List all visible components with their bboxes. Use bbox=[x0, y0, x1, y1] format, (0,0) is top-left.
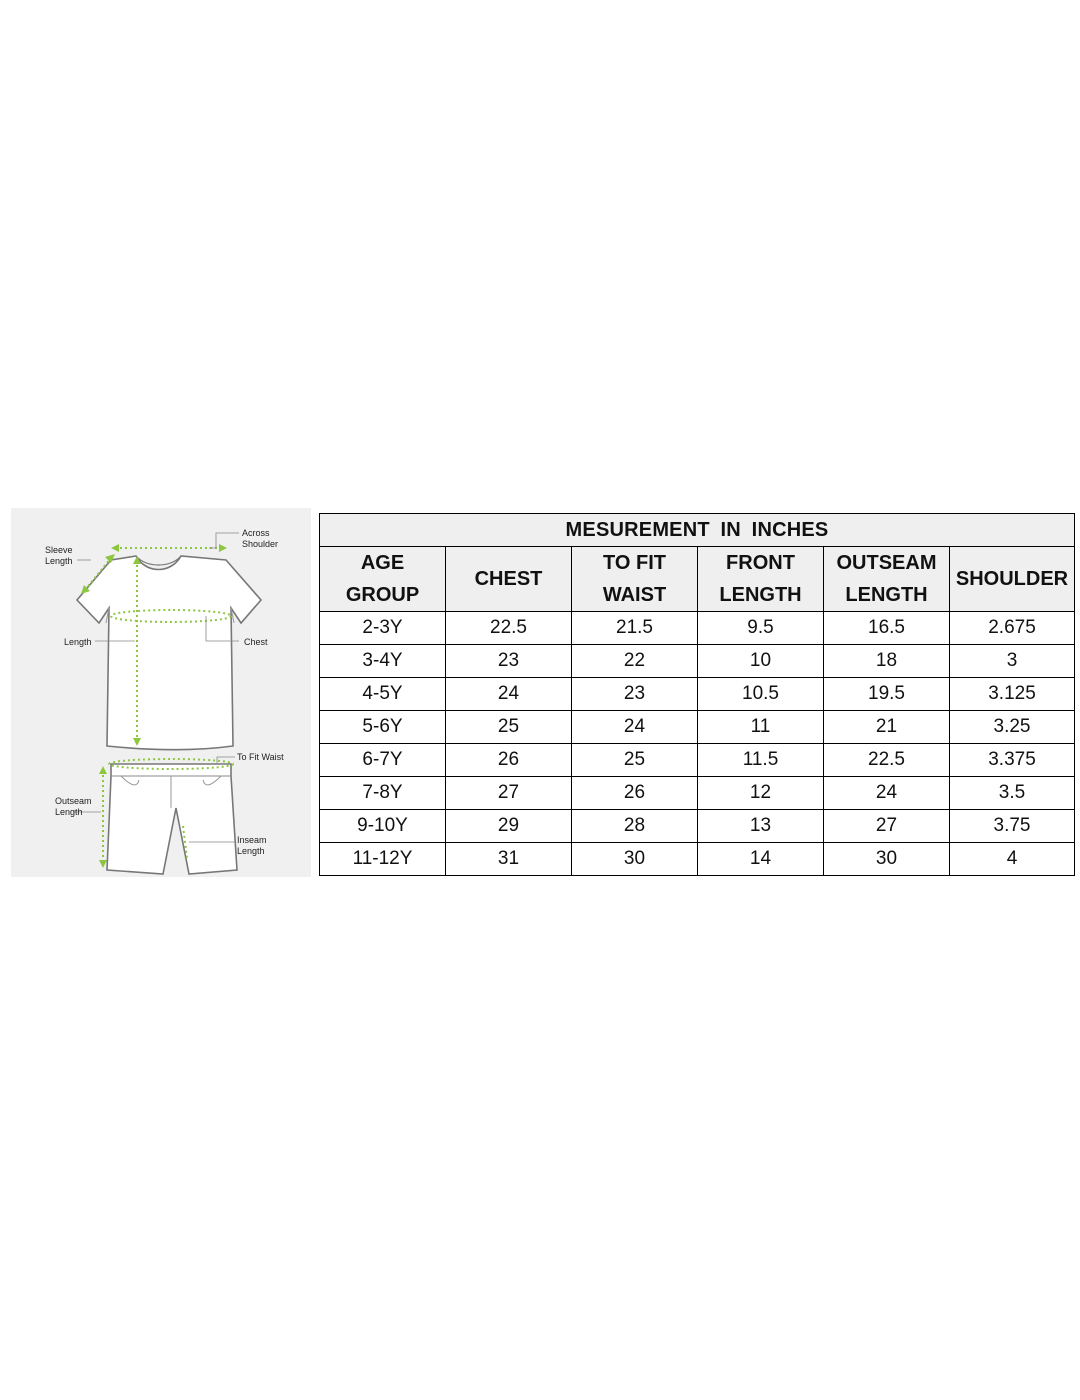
cell-chest: 31 bbox=[446, 843, 572, 876]
cell-outseam-length: 30 bbox=[824, 843, 950, 876]
header-outseam-length: OUTSEAM LENGTH bbox=[824, 547, 950, 612]
table-row bbox=[320, 744, 1075, 777]
cell-age-group: 9-10Y bbox=[320, 810, 446, 843]
size-chart-table bbox=[319, 513, 1075, 876]
cell-age-group: 4-5Y bbox=[320, 678, 446, 711]
label-outseam-length: Outseam Length bbox=[55, 796, 92, 817]
cell-to-fit-waist: 24 bbox=[572, 711, 698, 744]
label-sleeve-length: Sleeve Length bbox=[45, 545, 73, 566]
table-row bbox=[320, 810, 1075, 843]
table-body bbox=[320, 612, 1075, 876]
cell-age-group: 5-6Y bbox=[320, 711, 446, 744]
cell-shoulder: 3.5 bbox=[950, 777, 1075, 810]
table-row bbox=[320, 612, 1075, 645]
header-chest: CHEST bbox=[446, 547, 572, 612]
label-chest: Chest bbox=[244, 637, 268, 647]
table-row bbox=[320, 777, 1075, 810]
cell-shoulder: 3.75 bbox=[950, 810, 1075, 843]
header-shoulder: SHOULDER bbox=[950, 547, 1075, 612]
cell-outseam-length: 18 bbox=[824, 645, 950, 678]
header-front-length: FRONT LENGTH bbox=[698, 547, 824, 612]
cell-shoulder: 3.125 bbox=[950, 678, 1075, 711]
measurement-diagram bbox=[11, 508, 311, 877]
cell-outseam-length: 24 bbox=[824, 777, 950, 810]
cell-front-length: 14 bbox=[698, 843, 824, 876]
table-row bbox=[320, 645, 1075, 678]
cell-front-length: 11 bbox=[698, 711, 824, 744]
cell-to-fit-waist: 22 bbox=[572, 645, 698, 678]
header-to-fit-waist: TO FIT WAIST bbox=[572, 547, 698, 612]
cell-chest: 27 bbox=[446, 777, 572, 810]
cell-age-group: 7-8Y bbox=[320, 777, 446, 810]
table-title: MESUREMENT IN INCHES bbox=[320, 514, 1075, 547]
cell-outseam-length: 16.5 bbox=[824, 612, 950, 645]
cell-shoulder: 4 bbox=[950, 843, 1075, 876]
label-across-shoulder: Across Shoulder bbox=[242, 528, 279, 549]
cell-outseam-length: 22.5 bbox=[824, 744, 950, 777]
cell-age-group: 6-7Y bbox=[320, 744, 446, 777]
cell-chest: 24 bbox=[446, 678, 572, 711]
cell-front-length: 12 bbox=[698, 777, 824, 810]
cell-chest: 23 bbox=[446, 645, 572, 678]
cell-shoulder: 2.675 bbox=[950, 612, 1075, 645]
cell-to-fit-waist: 21.5 bbox=[572, 612, 698, 645]
cell-to-fit-waist: 28 bbox=[572, 810, 698, 843]
cell-shoulder: 3.375 bbox=[950, 744, 1075, 777]
cell-chest: 26 bbox=[446, 744, 572, 777]
label-length: Length bbox=[64, 637, 92, 647]
cell-chest: 25 bbox=[446, 711, 572, 744]
cell-to-fit-waist: 25 bbox=[572, 744, 698, 777]
cell-shoulder: 3.25 bbox=[950, 711, 1075, 744]
cell-front-length: 13 bbox=[698, 810, 824, 843]
header-age-group: AGE GROUP bbox=[320, 547, 446, 612]
cell-chest: 22.5 bbox=[446, 612, 572, 645]
tshirt-outline bbox=[77, 556, 261, 750]
cell-front-length: 10 bbox=[698, 645, 824, 678]
cell-front-length: 9.5 bbox=[698, 612, 824, 645]
table-row bbox=[320, 678, 1075, 711]
cell-shoulder: 3 bbox=[950, 645, 1075, 678]
cell-age-group: 3-4Y bbox=[320, 645, 446, 678]
label-inseam-length: Inseam Length bbox=[237, 835, 267, 856]
label-to-fit-waist: To Fit Waist bbox=[237, 752, 284, 762]
cell-outseam-length: 27 bbox=[824, 810, 950, 843]
table-row bbox=[320, 843, 1075, 876]
cell-to-fit-waist: 23 bbox=[572, 678, 698, 711]
cell-front-length: 11.5 bbox=[698, 744, 824, 777]
cell-age-group: 11-12Y bbox=[320, 843, 446, 876]
cell-to-fit-waist: 30 bbox=[572, 843, 698, 876]
cell-front-length: 10.5 bbox=[698, 678, 824, 711]
table-header-row bbox=[320, 547, 1075, 612]
table-title-row bbox=[320, 514, 1075, 547]
cell-chest: 29 bbox=[446, 810, 572, 843]
cell-outseam-length: 19.5 bbox=[824, 678, 950, 711]
cell-to-fit-waist: 26 bbox=[572, 777, 698, 810]
cell-age-group: 2-3Y bbox=[320, 612, 446, 645]
table-row bbox=[320, 711, 1075, 744]
cell-outseam-length: 21 bbox=[824, 711, 950, 744]
